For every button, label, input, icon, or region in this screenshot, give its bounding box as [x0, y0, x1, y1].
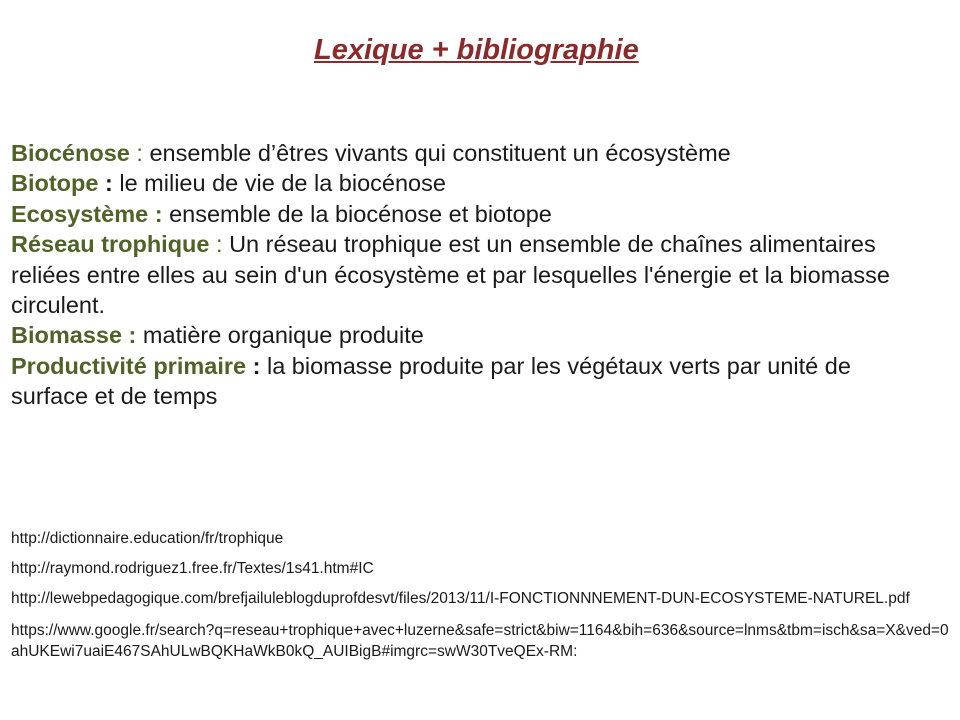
glossary-separator: :	[129, 140, 150, 166]
reference-link[interactable]: http://raymond.rodriguez1.free.fr/Textes/1s41.htm#IC	[11, 560, 374, 577]
glossary-definition: matière organique produite	[142, 322, 424, 349]
glossary-entry-biocenose	[11, 138, 911, 168]
glossary-term: Réseau trophique	[11, 231, 210, 258]
glossary	[11, 138, 911, 412]
slide-title: Lexique + bibliographie	[314, 34, 639, 66]
glossary-term: Productivité primaire	[11, 352, 247, 379]
glossary-entry-reseau-trophique	[11, 229, 911, 320]
glossary-definition: ensemble d’êtres vivants qui constituent un écosystème	[149, 140, 731, 166]
glossary-definition: ensemble de la biocénose et biotope	[169, 200, 552, 227]
glossary-separator: :	[246, 352, 267, 379]
glossary-definition: Un réseau trophique est un ensemble de chaînes alimentaires reliées entre elles au sein d'un écosystème et par lesquelles l'énergie et la biomasse circulent.	[11, 231, 890, 319]
glossary-entry-biotope	[11, 168, 911, 198]
glossary-term: Biotope	[11, 170, 99, 197]
reference-link[interactable]: https://www.google.fr/search?q=reseau+trophique+avec+luzerne&safe=strict&biw=1164&bih=636&source=lnms&tbm=isch&sa=X&ved=0ahUKEwi7uaiE467SAhULwBQKHaWkB0kQ_AUIBigB#imgrc=swW30TveQEx-RM:	[11, 622, 949, 660]
reference-link[interactable]: http://dictionnaire.education/fr/trophique	[11, 530, 284, 547]
glossary-entry-productivite-primaire	[11, 351, 911, 412]
glossary-term: Ecosystème :	[11, 200, 163, 227]
bibliography	[11, 528, 956, 662]
glossary-entry-biomasse	[11, 320, 911, 350]
glossary-entry-ecosysteme	[11, 199, 911, 229]
reference-link[interactable]: http://lewebpedagogique.com/brefjailuleblogduprofdesvt/files/2013/11/I-FONCTIONNNEMENT-DUN-ECOSYSTEME-NATUREL.pdf	[11, 590, 910, 607]
glossary-separator: :	[209, 231, 230, 258]
glossary-definition: le milieu de vie de la biocénose	[119, 170, 446, 197]
glossary-term: Biomasse :	[11, 322, 137, 349]
glossary-separator: :	[98, 170, 120, 197]
glossary-term: Biocénose	[11, 140, 130, 166]
glossary-definition: la biomasse produite par les végétaux verts par unité de surface et de temps	[11, 352, 851, 410]
